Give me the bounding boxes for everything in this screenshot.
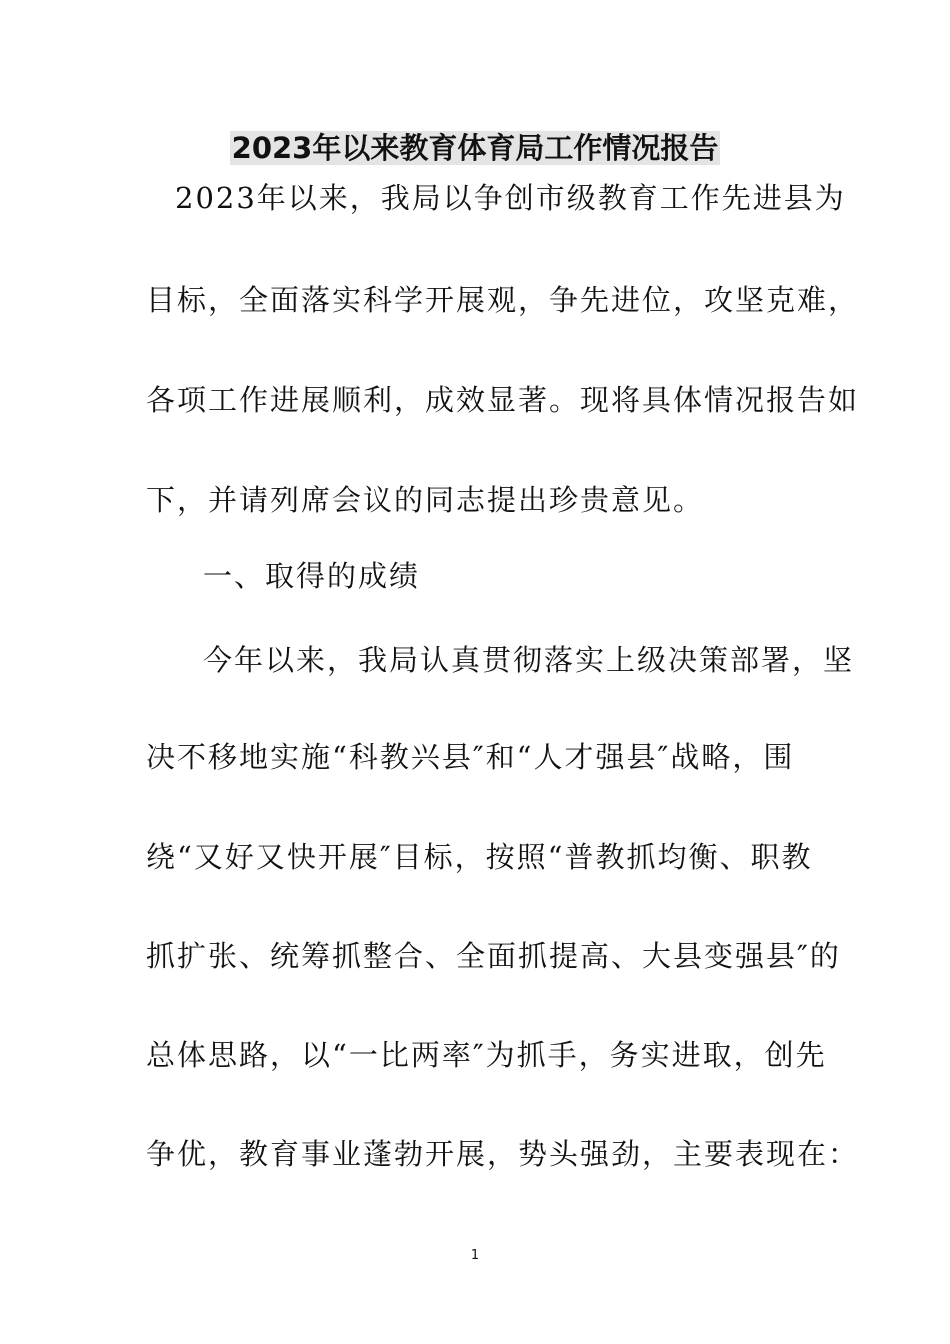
paragraph-line: 决不移地实施“科教兴县″和“人才强县″战略，围 bbox=[146, 740, 795, 774]
paragraph-line: 今年以来，我局认真贯彻落实上级决策部署，坚 bbox=[203, 643, 855, 677]
document-title-text: 2023年以来教育体育局工作情况报告 bbox=[231, 131, 719, 165]
paragraph-line: 下，并请列席会议的同志提出珍贵意见。 bbox=[146, 483, 705, 517]
section-heading: 一、取得的成绩 bbox=[203, 559, 421, 593]
paragraph-line: 绕“又好又快开展″目标，按照“普教抓均衡、职教 bbox=[146, 840, 813, 874]
page-number: 1 bbox=[470, 1248, 480, 1263]
paragraph-line: 各项工作进展顺利，成效显著。现将具体情况报告如 bbox=[146, 383, 860, 417]
paragraph-line: 2023年以来，我局以争创市级教育工作先进县为 bbox=[175, 181, 846, 215]
document-title bbox=[0, 128, 950, 168]
paragraph-line: 目标，全面落实科学开展观，争先进位，攻坚克难， bbox=[146, 283, 860, 317]
paragraph-line: 总体思路，以“一比两率″为抓手，务实进取，创先 bbox=[146, 1038, 827, 1072]
paragraph-line: 争优，教育事业蓬勃开展，势头强劲，主要表现在： bbox=[146, 1137, 860, 1171]
paragraph-line: 抓扩张、统筹抓整合、全面抓提高、大县变强县″的 bbox=[146, 939, 841, 973]
